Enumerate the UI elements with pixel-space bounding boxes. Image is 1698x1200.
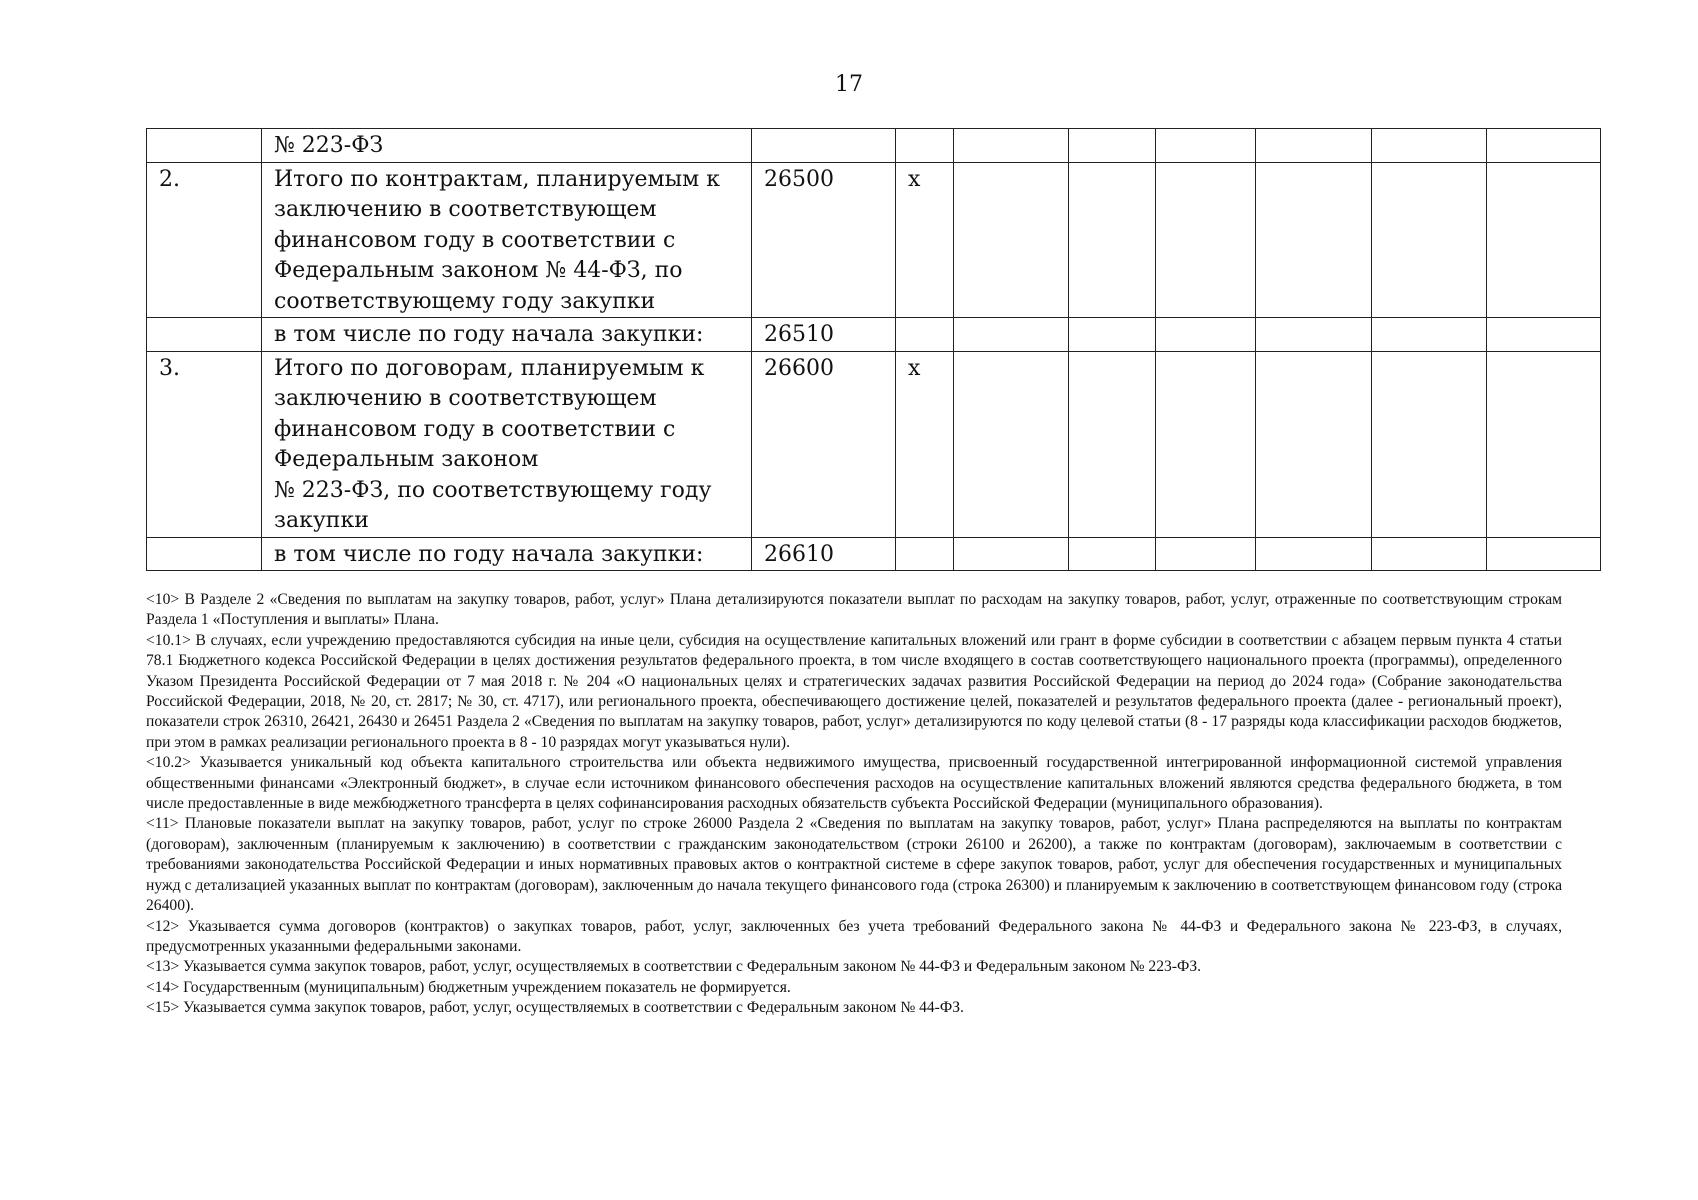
- table-row: [147, 318, 1601, 352]
- table-row: [147, 537, 1601, 571]
- empty-cell: [1487, 162, 1601, 318]
- page-number: 17: [835, 72, 863, 97]
- row-mark: x: [896, 162, 954, 318]
- footnote-10: <10> В Разделе 2 «Сведения по выплатам на закупку товаров, работ, услуг» Плана детализируются показатели выплат по расходам на закупку товаров, работ, услуг, отраженные по соответствующим строкам Раздела 1 «Поступления и выплаты» Плана.: [146, 591, 1562, 629]
- empty-cell: [954, 129, 1069, 163]
- row-text: Итого по контрактам, планируемым к заключению в соответствующем финансовом году в соответствии с Федеральным законом № 44-ФЗ, по соответствующему году закупки: [262, 162, 752, 318]
- empty-cell: [954, 537, 1069, 571]
- footnote-10-2: <10.2> Указывается уникальный код объекта капитального строительства или объекта недвижимого имущества, присвоенный государственной интегрированной информационной системой управления общественными финансами «Электронный бюджет», в случае если источником финансового обеспечения расходов на осуществление капитальных вложений являются средства федерального бюджета, в том числе предоставленные в виде межбюджетного трансферта в целях софинансирования расходных обязательств субъекта Российской Федерации (муниципального образования).: [146, 754, 1562, 813]
- row-mark: x: [896, 351, 954, 537]
- footnote-12: <12> Указывается сумма договоров (контрактов) о закупках товаров, работ, услуг, заключенных без учета требований Федерального закона № 44-ФЗ и Федерального закона № 223-ФЗ, в случаях, предусмотренных указанными федеральными законами.: [146, 917, 1562, 955]
- empty-cell: [1256, 162, 1372, 318]
- empty-cell: [1372, 537, 1487, 571]
- empty-cell: [1069, 129, 1156, 163]
- empty-cell: [1487, 537, 1601, 571]
- table-row: [147, 162, 1601, 318]
- empty-cell: [1256, 129, 1372, 163]
- purchases-table: [146, 128, 1601, 571]
- footnotes: [146, 590, 1562, 1019]
- row-text: Итого по договорам, планируемым к заключению в соответствующем финансовом году в соответствии с Федеральным законом: [274, 355, 705, 472]
- row-number: 2.: [147, 162, 262, 318]
- row-mark: [896, 318, 954, 352]
- row-text: в том числе по году начала закупки:: [262, 537, 752, 571]
- row-text-continuation: № 223-ФЗ, по соответствующему году закупки: [274, 477, 712, 533]
- empty-cell: [1372, 162, 1487, 318]
- footnote-15: <15> Указывается сумма закупок товаров, работ, услуг, осуществляемых в соответствии с Федеральным законом № 44-ФЗ.: [146, 999, 964, 1017]
- empty-cell: [954, 162, 1069, 318]
- footnote-13: <13> Указывается сумма закупок товаров, работ, услуг, осуществляемых в соответствии с Федеральным законом № 44-ФЗ и Федеральным законом № 223-ФЗ.: [146, 958, 1202, 976]
- empty-cell: [1069, 351, 1156, 537]
- empty-cell: [1487, 129, 1601, 163]
- empty-cell: [1372, 351, 1487, 537]
- table-row: [147, 129, 1601, 163]
- empty-cell: [1372, 318, 1487, 352]
- row-code: 26510: [752, 318, 896, 352]
- empty-cell: [1156, 129, 1256, 163]
- empty-cell: [1256, 351, 1372, 537]
- row-number: [147, 129, 262, 163]
- row-number: [147, 318, 262, 352]
- empty-cell: [1487, 351, 1601, 537]
- row-code: 26600: [752, 351, 896, 537]
- empty-cell: [954, 351, 1069, 537]
- row-code: 26500: [752, 162, 896, 318]
- footnote-10-1: <10.1> В случаях, если учреждению предоставляются субсидия на иные цели, субсидия на осуществление капитальных вложений или грант в форме субсидии в соответствии с абзацем первым пункта 4 статьи 78.1 Бюджетного кодекса Российской Федерации в целях достижения результатов федерального проекта, в том числе входящего в состав соответствующего национального проекта (программы), определенного Указом Президента Российской Федерации от 7 мая 2018 г. № 204 «О национальных целях и стратегических задачах развития Российской Федерации на период до 2024 года» (Собрание законодательства Российской Федерации, 2018, № 20, ст. 2817; № 30, ст. 4717), или регионального проекта, обеспечивающего достижение целей, показателей и результатов федерального проекта (далее - региональный проект), показатели строк 26310, 26421, 26430 и 26451 Раздела 2 «Сведения по выплатам на закупку товаров, работ, услуг» детализируются по коду целевой статьи (8 - 17 разряды кода классификации расходов бюджетов, при этом в рамках реализации регионального проекта в 8 - 10 разрядах могут указываться нули).: [146, 631, 1562, 751]
- row-number: 3.: [147, 351, 262, 537]
- empty-cell: [1256, 537, 1372, 571]
- row-number: [147, 537, 262, 571]
- row-code: 26610: [752, 537, 896, 571]
- footnote-11: <11> Плановые показатели выплат на закупку товаров, работ, услуг по строке 26000 Раздела 2 «Сведения по выплатам на закупку товаров, работ, услуг» Плана распределяются на выплаты по контрактам (договорам), заключенным (планируемым к заключению) в соответствии с гражданским законодательством (строки 26100 и 26200), а также по контрактам (договорам), заключаемым в соответствии с требованиями законодательства Российской Федерации и иных нормативных правовых актов о контрактной системе в сфере закупок товаров, работ, услуг для обеспечения государственных и муниципальных нужд с детализацией указанных выплат по контрактам (договорам), заключенным до начала текущего финансового года (строка 26300) и планируемым к заключению в соответствующем финансовом году (строка 26400).: [146, 815, 1562, 915]
- table-row: [147, 351, 1601, 537]
- empty-cell: [1372, 129, 1487, 163]
- empty-cell: [1256, 318, 1372, 352]
- empty-cell: [1069, 537, 1156, 571]
- empty-cell: [1156, 351, 1256, 537]
- empty-cell: [1156, 318, 1256, 352]
- row-code: [752, 129, 896, 163]
- empty-cell: [954, 318, 1069, 352]
- row-text: № 223-ФЗ: [262, 129, 752, 163]
- empty-cell: [1069, 318, 1156, 352]
- row-mark: [896, 537, 954, 571]
- empty-cell: [1487, 318, 1601, 352]
- empty-cell: [1156, 537, 1256, 571]
- row-mark: [896, 129, 954, 163]
- row-text: в том числе по году начала закупки:: [262, 318, 752, 352]
- row-text-cell: [262, 351, 752, 537]
- empty-cell: [1156, 162, 1256, 318]
- footnote-14: <14> Государственным (муниципальным) бюджетным учреждением показатель не формируется.: [146, 978, 791, 996]
- empty-cell: [1069, 162, 1156, 318]
